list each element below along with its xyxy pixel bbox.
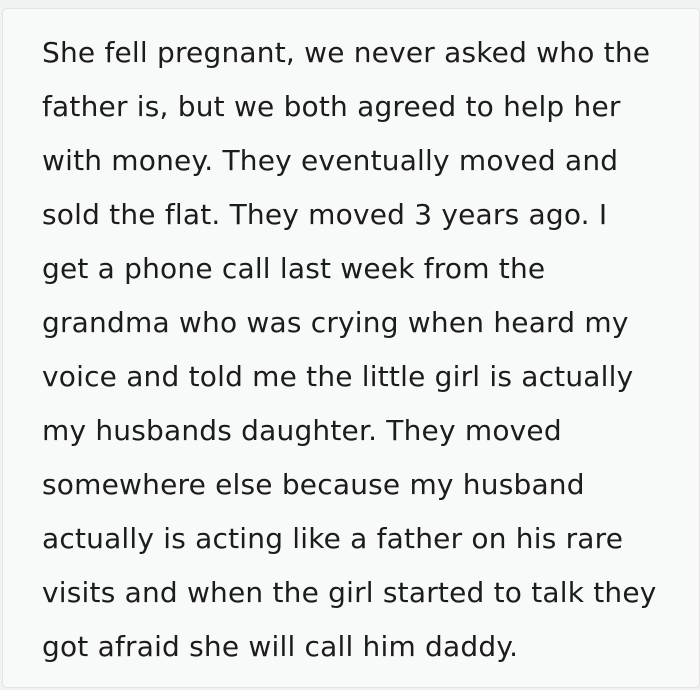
story-text-line: She fell pregnant, we never asked who the — [42, 36, 651, 69]
story-text-line: grandma who was crying when heard my — [42, 306, 629, 339]
story-text-line: sold the flat. They moved 3 years ago. I — [42, 198, 608, 231]
story-text-line: got afraid she will call him daddy. — [42, 630, 519, 663]
story-text — [3, 9, 699, 674]
story-text-line: visits and when the girl started to talk they — [42, 576, 657, 609]
story-text-line: my husbands daughter. They moved — [42, 414, 562, 447]
story-text-line: with money. They eventually moved and — [42, 144, 619, 177]
story-card — [2, 8, 700, 688]
story-text-line: somewhere else because my husband — [42, 468, 585, 501]
story-text-line: father is, but we both agreed to help her — [42, 90, 621, 123]
story-text-line: voice and told me the little girl is actually — [42, 360, 634, 393]
story-text-line: get a phone call last week from the — [42, 252, 546, 285]
story-text-line: actually is acting like a father on his rare — [42, 522, 624, 555]
